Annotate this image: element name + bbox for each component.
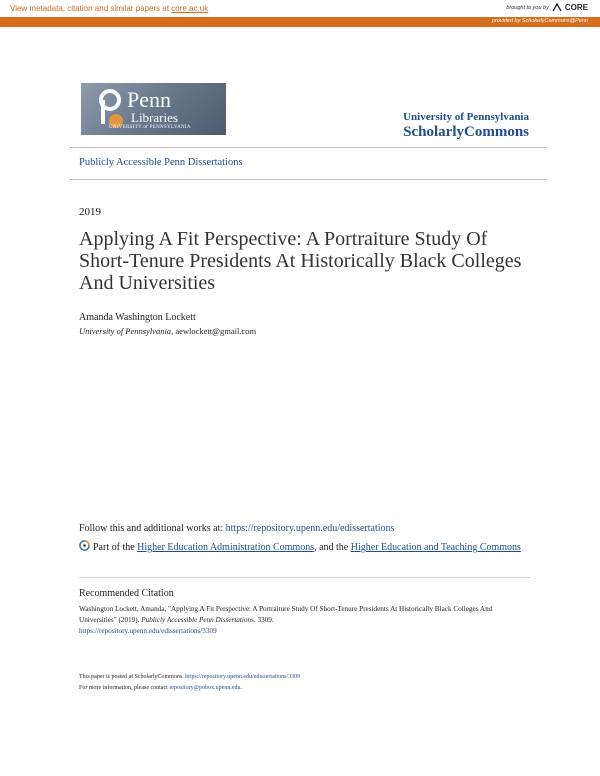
commons-link-1[interactable]: Higher Education Administration Commons bbox=[137, 542, 315, 553]
core-metadata-line bbox=[10, 4, 208, 13]
brought-by[interactable] bbox=[506, 3, 588, 12]
follow-text: Follow this and additional works at: bbox=[79, 523, 226, 534]
paper-title: Applying A Fit Perspective: A Portraiture Study Of Short-Tenure Presidents At Historically Black Colleges And Universities bbox=[79, 228, 522, 294]
commons-link-2[interactable]: Higher Education and Teaching Commons bbox=[350, 542, 521, 553]
paper-year: 2019 bbox=[79, 206, 101, 218]
footer-posted bbox=[79, 672, 300, 683]
part-of-prefix: Part of the bbox=[93, 542, 138, 553]
logo-penn-text: Penn bbox=[127, 87, 171, 112]
affiliation-name: University of Pennsylvania bbox=[79, 326, 172, 336]
core-header bbox=[0, 0, 600, 17]
divider bbox=[79, 577, 530, 578]
open-access-icon bbox=[79, 540, 90, 551]
footer-contact-end: . bbox=[240, 685, 242, 691]
part-of-line bbox=[79, 540, 534, 555]
footer-contact-link[interactable]: repository@pobox.upenn.edu bbox=[169, 685, 241, 691]
sc-university: University of Pennsylvania bbox=[403, 111, 529, 123]
citation-journal: Publicly Accessible Penn Dissertations bbox=[141, 616, 254, 624]
follow-line bbox=[79, 523, 394, 534]
core-provider-bar bbox=[0, 17, 600, 27]
part-of-middle: , and the bbox=[314, 542, 351, 553]
provided-by[interactable]: provided by ScholarlyCommons@Penn bbox=[491, 18, 588, 24]
core-label: CORE bbox=[564, 3, 588, 12]
citation-body: Washington Lockett, Amanda, "Applying A Fit Perspective: A Portraiture Study Of Short-Tenure Presidents At Historically Black Colleges And Universities" (2019). bbox=[79, 605, 493, 624]
core-logo-icon bbox=[552, 3, 562, 12]
divider bbox=[70, 179, 547, 180]
footer-posted-link[interactable]: https://repository.upenn.edu/edissertations/3309 bbox=[185, 674, 301, 680]
paper-author: Amanda Washington Lockett bbox=[79, 312, 196, 323]
footer-posted-text: This paper is posted at ScholarlyCommons. bbox=[79, 674, 186, 680]
penn-libraries-logo[interactable] bbox=[81, 83, 226, 135]
brought-by-text: brought to you by bbox=[506, 4, 549, 11]
citation-link[interactable]: https://repository.upenn.edu/edissertations/3309 bbox=[79, 627, 217, 635]
footer-contact-text: For more information, please contact bbox=[79, 685, 170, 691]
citation-text bbox=[79, 604, 524, 637]
footer bbox=[79, 672, 300, 694]
author-email: , aewlockett@gmail.com bbox=[171, 326, 257, 336]
paper-affiliation bbox=[79, 326, 256, 336]
footer-contact bbox=[79, 683, 300, 694]
core-metadata-text: View metadata, citation and similar papers at bbox=[10, 4, 172, 13]
follow-link[interactable]: https://repository.upenn.edu/edissertations bbox=[225, 523, 395, 534]
sc-name[interactable]: ScholarlyCommons bbox=[403, 124, 529, 140]
core-link[interactable]: core.ac.uk bbox=[171, 4, 209, 13]
collection-link[interactable]: Publicly Accessible Penn Dissertations bbox=[79, 157, 243, 168]
divider bbox=[70, 147, 547, 148]
citation-heading: Recommended Citation bbox=[79, 588, 174, 599]
logo-libraries-text: Libraries bbox=[131, 110, 178, 125]
logo-university-text: UNIVERSITY of PENNSYLVANIA bbox=[109, 125, 191, 130]
citation-number: . 3309. bbox=[253, 616, 274, 624]
